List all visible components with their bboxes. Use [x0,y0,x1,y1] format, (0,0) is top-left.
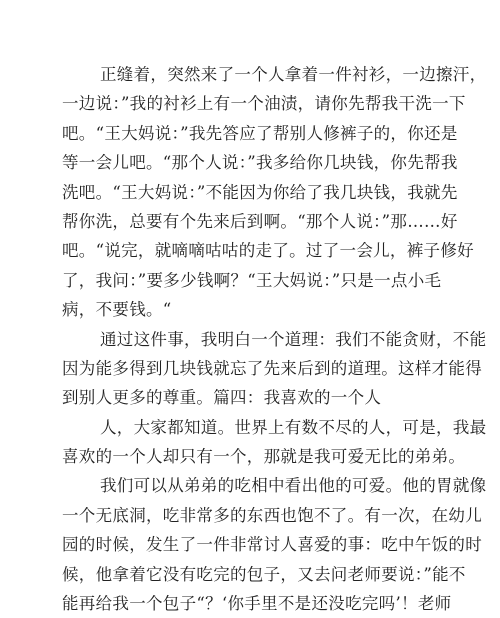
text-line: 正缝着，突然来了一个人拿着一件衬衫，一边擦汗， [100,65,487,84]
text-line: 洗吧。“王大妈说：”不能因为你给了我几块钱，我就先 [62,182,458,202]
text-line: 我们可以从弟弟的吃相中看出他的可爱。他的胃就像 [100,476,487,496]
text-line: 到别人更多的尊重。篇四：我喜欢的一个人 [62,388,382,408]
text-line: 等一会儿吧。“那个人说：”我多给你几块钱，你先帮我 [62,153,458,173]
text-line: 候，他拿着它没有吃完的包子，又去问老师要说：”能不 [62,564,466,584]
text-line: 园的时候，发生了一件非常讨人喜爱的事：吃中午饭的时 [62,535,482,555]
text-line: 因为能多得到几块钱就忘了先来后到的道理。这样才能得 [62,358,482,378]
text-line: 一边说：”我的衬衫上有一个油渍，请你先帮我干洗一下 [62,94,466,114]
text-line: 吧。“王大妈说：”我先答应了帮别人修裤子的，你还是 [62,123,458,143]
text-line: 病，不要钱。“ [62,300,172,320]
text-line: 了，我问：”要多少钱啊？“王大妈说：”只是一点小毛 [62,270,442,290]
text-line: 喜欢的一个人却只有一个，那就是我可爱无比的弟弟。 [62,447,466,467]
text-line: 能再给我一个包子“？‘你手里不是还没吃完吗’！老师 [62,594,452,614]
text-line: 帮你洗，总要有个先来后到啊。“那个人说：”那……好 [62,211,458,231]
text-line: 一个无底洞，吃非常多的东西也饱不了。有一次，在幼儿 [62,505,482,525]
document-body [62,60,487,618]
text-line: 通过这件事，我明白一个道理：我们不能贪财，不能 [100,329,487,349]
text-line: 人，大家都知道。世界上有数不尽的人，可是，我最 [100,417,487,437]
text-line: 吧。“说完，就嘀嘀咕咕的走了。过了一会儿，裤子修好 [62,241,474,261]
